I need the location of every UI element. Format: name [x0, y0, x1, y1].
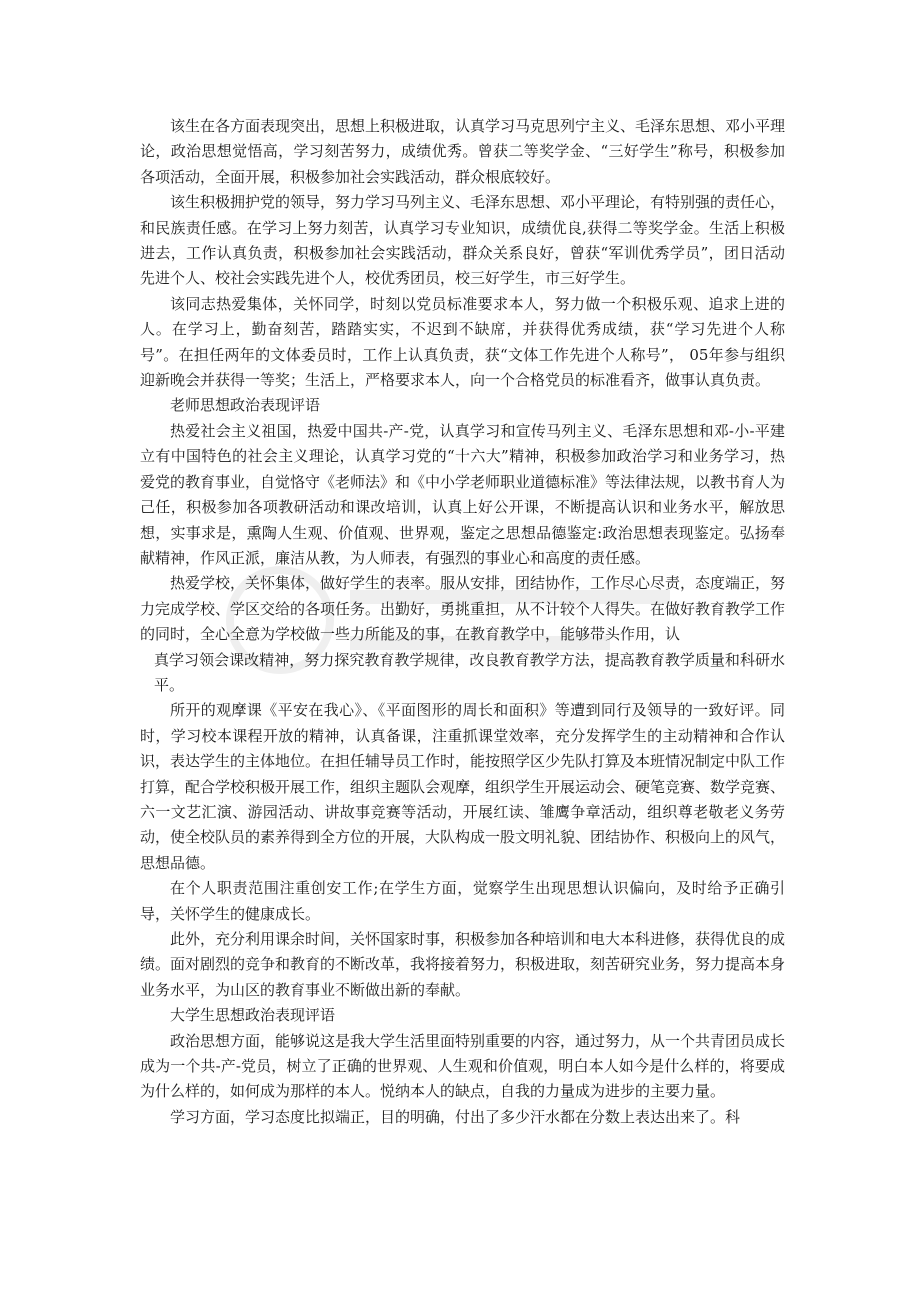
paragraph-student-comment-3: 该同志热爱集体，关怀同学，时刻以党员标准要求本人，努力做一个积极乐观、追求上进的人。在学习上，勤奋刻苦，踏踏实实，不迟到不缺席，并获得优秀成绩，获“学习先进个人称号”。在担任两年的文体委员时，工作上认真负责，获“文体工作先进个人称号”， 05年参与组织迎新晚会并获得一等奖；生活上，严格要求本人，向一个合格党员的标准看齐，做事认真负责。 [140, 294, 785, 390]
paragraph-teacher-1: 热爱社会主义祖国，热爱中国共-产-党，认真学习和宣传马列主义、毛泽东思想和邓-小-平建立有中国特色的社会主义理论，认真学习党的“十六大”精神，积极参加政治学习和业务学习，热爱党的教育事业，自觉恪守《老师法》和《中小学老师职业道德标准》等法律法规，以教书育人为己任，积极参加各项教研活动和课改培训，认真上好公开课，不断提高认识和业务水平，解放思想，实事求是，熏陶人生观、价值观、世界观，鉴定之思想品德鉴定:政治思想表现鉴定。弘扬奉献精神，作风正派，廉洁从教，为人师表，有强烈的事业心和高度的责任感。 [140, 421, 786, 567]
paragraph-teacher-4: 在个人职责范围注重创安工作;在学生方面，觉察学生出现思想认识偏向，及时给予正确引导，关怀学生的健康成长。 [140, 879, 785, 923]
paragraph-teacher-2-continued: 真学习领会课改精神，努力探究教育教学规律，改良教育教学方法，提高教育教学质量和科研水平。 [154, 650, 785, 694]
paragraph-college-1: 政治思想方面，能够说这是我大学生活里面特别重要的内容，通过努力，从一个共青团员成长成为一个共-产-党员，树立了正确的世界观、人生观和价值观，明白本人如今是什么样的，将要成为什么样的，如何成为那样的本人。悦纳本人的缺点，自我的力量成为进步的主要力量。 [140, 1031, 786, 1101]
paragraph-student-comment-2: 该生积极拥护党的领导，努力学习马列主义、毛泽东思想、邓小平理论，有特别强的责任心，和民族责任感。在学习上努力刻苦，认真学习专业知识，成绩优良,获得二等奖学金。生活上积极进去，工作认真负责，积极参加社会实践活动，群众关系良好，曾获“军训优秀学员”，团日活动先进个人、校社会实践先进个人，校优秀团员，校三好学生，市三好学生。 [140, 193, 786, 288]
paragraph-teacher-3: 所开的观摩课《平安在我心》、《平面图形的周长和面积》等遭到同行及领导的一致好评。同时，学习校本课程开放的精神，认真备课，注重抓课堂效率，充分发挥学生的主动精神和合作认识，表达学生的主体地位。在担任辅导员工作时，能按照学区少先队打算及本班情况制定中队工作打算，配合学校积极开展工作，组织主题队会观摩，组织学生开展运动会、硬笔竞赛、数学竞赛、六一文艺汇演、游园活动、讲故事竞赛等活动，开展红读、雏鹰争章活动，组织尊老敬老义务劳动，使全校队员的素养得到全方位的开展，大队构成一股文明礼貌、团结协作、积极向上的风气，思想品德。 [140, 701, 786, 872]
paragraph-college-2: 学习方面，学习态度比拟端正，目的明确，付出了多少汗水都在分数上表达出来了。科 [170, 1107, 741, 1126]
paragraph-teacher-2: 热爱学校，关怀集体，做好学生的表率。服从安排，团结协作，工作尽心尽责，态度端正，努力完成学校、学区交给的各项任务。出勤好，勇挑重担，从不计较个人得失。在做好教育教学工作的同时，全心全意为学校做一些力所能及的事，在教育教学中，能够带头作用，认 [140, 574, 786, 644]
document-body [140, 114, 785, 1130]
section-heading-teacher: 老师思想政治表现评语 [170, 396, 321, 415]
paragraph-teacher-5: 此外，充分利用课余时间，关怀国家时事，积极参加各种培训和电大本科进修，获得优良的成绩。面对剧烈的竞争和教育的不断改革，我将接着努力，积极进取，刻苦研究业务，努力提高本身业务水平，为山区的教育事业不断做出新的奉献。 [140, 930, 786, 999]
section-heading-college-student: 大学生思想政治表现评语 [170, 1006, 336, 1025]
paragraph-student-comment-1: 该生在各方面表现突出，思想上积极进取，认真学习马克思列宁主义、毛泽东思想、邓小平理论，政治思想觉悟高，学习刻苦努力，成绩优秀。曾获二等奖学金、“三好学生”称号，积极参加各项活动，全面开展，积极参加社会实践活动，群众根底较好。 [140, 117, 786, 186]
